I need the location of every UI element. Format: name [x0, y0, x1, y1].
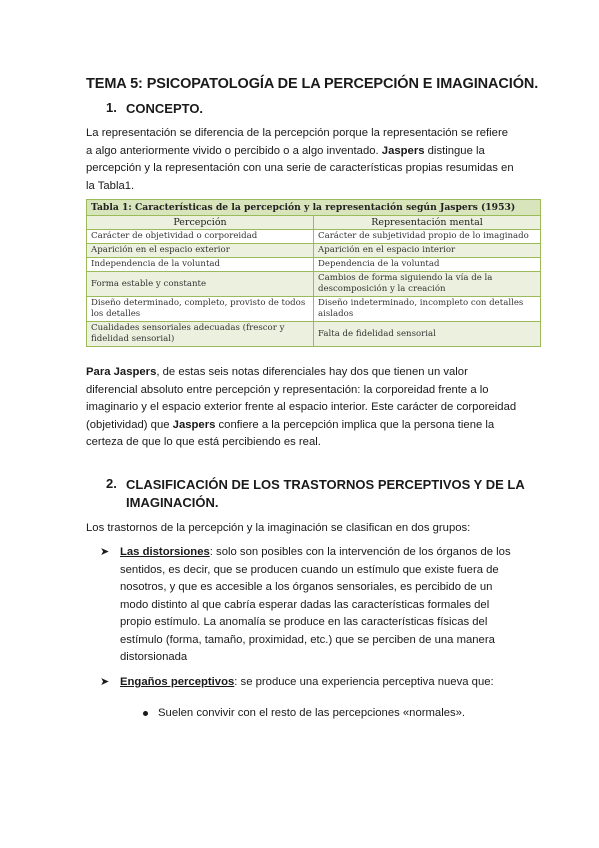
table-cell: Forma estable y constante — [87, 272, 314, 297]
table-caption: Tabla 1: Características de la percepción y la representación según Jaspers (1953) — [86, 199, 541, 215]
document-title: TEMA 5: PSICOPATOLOGÍA DE LA PERCEPCIÓN E IMAGINACIÓN. — [86, 76, 539, 92]
sub-list-item: Suelen convivir con el resto de las percepciones «normales». — [158, 707, 466, 719]
table-cell: Falta de fidelidad sensorial — [314, 322, 541, 347]
section-2-number: 2. — [106, 476, 117, 491]
table-row — [87, 230, 541, 244]
arrow-bullet-icon: ➤ — [100, 676, 110, 688]
concept-text-b: distingue la percepción y la representación con una serie de características propias resumidas en la Tabla1. — [86, 144, 514, 192]
round-bullet-icon — [143, 711, 148, 716]
table-row — [87, 297, 541, 322]
table-cell: Aparición en el espacio interior — [314, 244, 541, 258]
list-item-enganos — [120, 674, 516, 692]
concept-bold-jaspers: Jaspers — [381, 144, 425, 157]
classification-intro: Los trastornos de la percepción y la imaginación se clasifican en dos grupos: — [86, 522, 471, 534]
table-row — [87, 272, 541, 297]
table-cell: Independencia de la voluntad — [87, 258, 314, 272]
list-item-distorsiones — [120, 544, 516, 667]
para-bold-jaspers-2: Jaspers — [172, 418, 216, 431]
list-item-label: Las distorsiones — [120, 546, 210, 558]
perception-table — [86, 199, 541, 347]
list-item-text: : solo son posibles con la intervención de los órganos de los sentidos, es decir, que se producen cuando un estímulo que existe fuera de nosotros, y que es accesible a los órganos sensoriales, es percibido de un modo distinto al que cabría esperar dadas las características formales del propio estímulo. La anomalía se produce en las características físicas del estímulo (forma, tamaño, proximidad, etc.) que se perciben de una manera distorsionada — [120, 546, 511, 663]
list-item-text: : se produce una experiencia perceptiva nueva que: — [234, 676, 494, 688]
table-cell: Cualidades sensoriales adecuadas (frescor y fidelidad sensorial) — [87, 322, 314, 347]
table-cell: Aparición en el espacio exterior — [87, 244, 314, 258]
table-row — [87, 258, 541, 272]
section-2-title-line2: IMAGINACIÓN. — [126, 495, 219, 510]
para-text-b: confiere a la percepción implica que la persona tiene la certeza de que lo que está percibiendo es real. — [86, 418, 495, 448]
table-cell: Cambios de forma siguiendo la vía de la descomposición y la creación — [314, 272, 541, 297]
jaspers-paragraph — [86, 364, 518, 452]
concept-text-a: La representación se diferencia de la percepción porque la representación se refiere a algo anteriormente vivido o percibido o a algo inventado. — [86, 127, 509, 157]
section-2-heading — [106, 476, 526, 516]
table-cell: Carácter de subjetividad propio de lo imaginado — [314, 230, 541, 244]
para-text-a: , de estas seis notas diferenciales hay dos que tienen un valor diferencial absoluto entre percepción y representación: la corporeidad frente a lo imaginario y el espacio exterior frente al espacio interior. Este carácter de corporeidad (objetividad) que — [86, 366, 517, 431]
table-header-perception: Percepción — [87, 216, 314, 230]
table-cell: Dependencia de la voluntad — [314, 258, 541, 272]
para-bold-jaspers-1: Para Jaspers — [86, 366, 157, 378]
arrow-bullet-icon: ➤ — [100, 546, 110, 558]
table-header-representation: Representación mental — [314, 216, 541, 230]
section-1-heading — [106, 100, 526, 120]
section-1-title: CONCEPTO. — [126, 101, 204, 116]
table-row — [87, 322, 541, 347]
list-item-label: Engaños perceptivos — [120, 676, 235, 688]
table-cell: Diseño determinado, completo, provisto de todos los detalles — [87, 297, 314, 322]
section-1-number: 1. — [106, 100, 117, 115]
table-cell: Diseño indeterminado, incompleto con detalles aislados — [314, 297, 541, 322]
table-row — [87, 244, 541, 258]
concept-paragraph — [86, 125, 516, 195]
table-cell: Carácter de objetividad o corporeidad — [87, 230, 314, 244]
section-2-title-line1: CLASIFICACIÓN DE LOS TRASTORNOS PERCEPTIVOS Y DE LA — [126, 477, 525, 492]
